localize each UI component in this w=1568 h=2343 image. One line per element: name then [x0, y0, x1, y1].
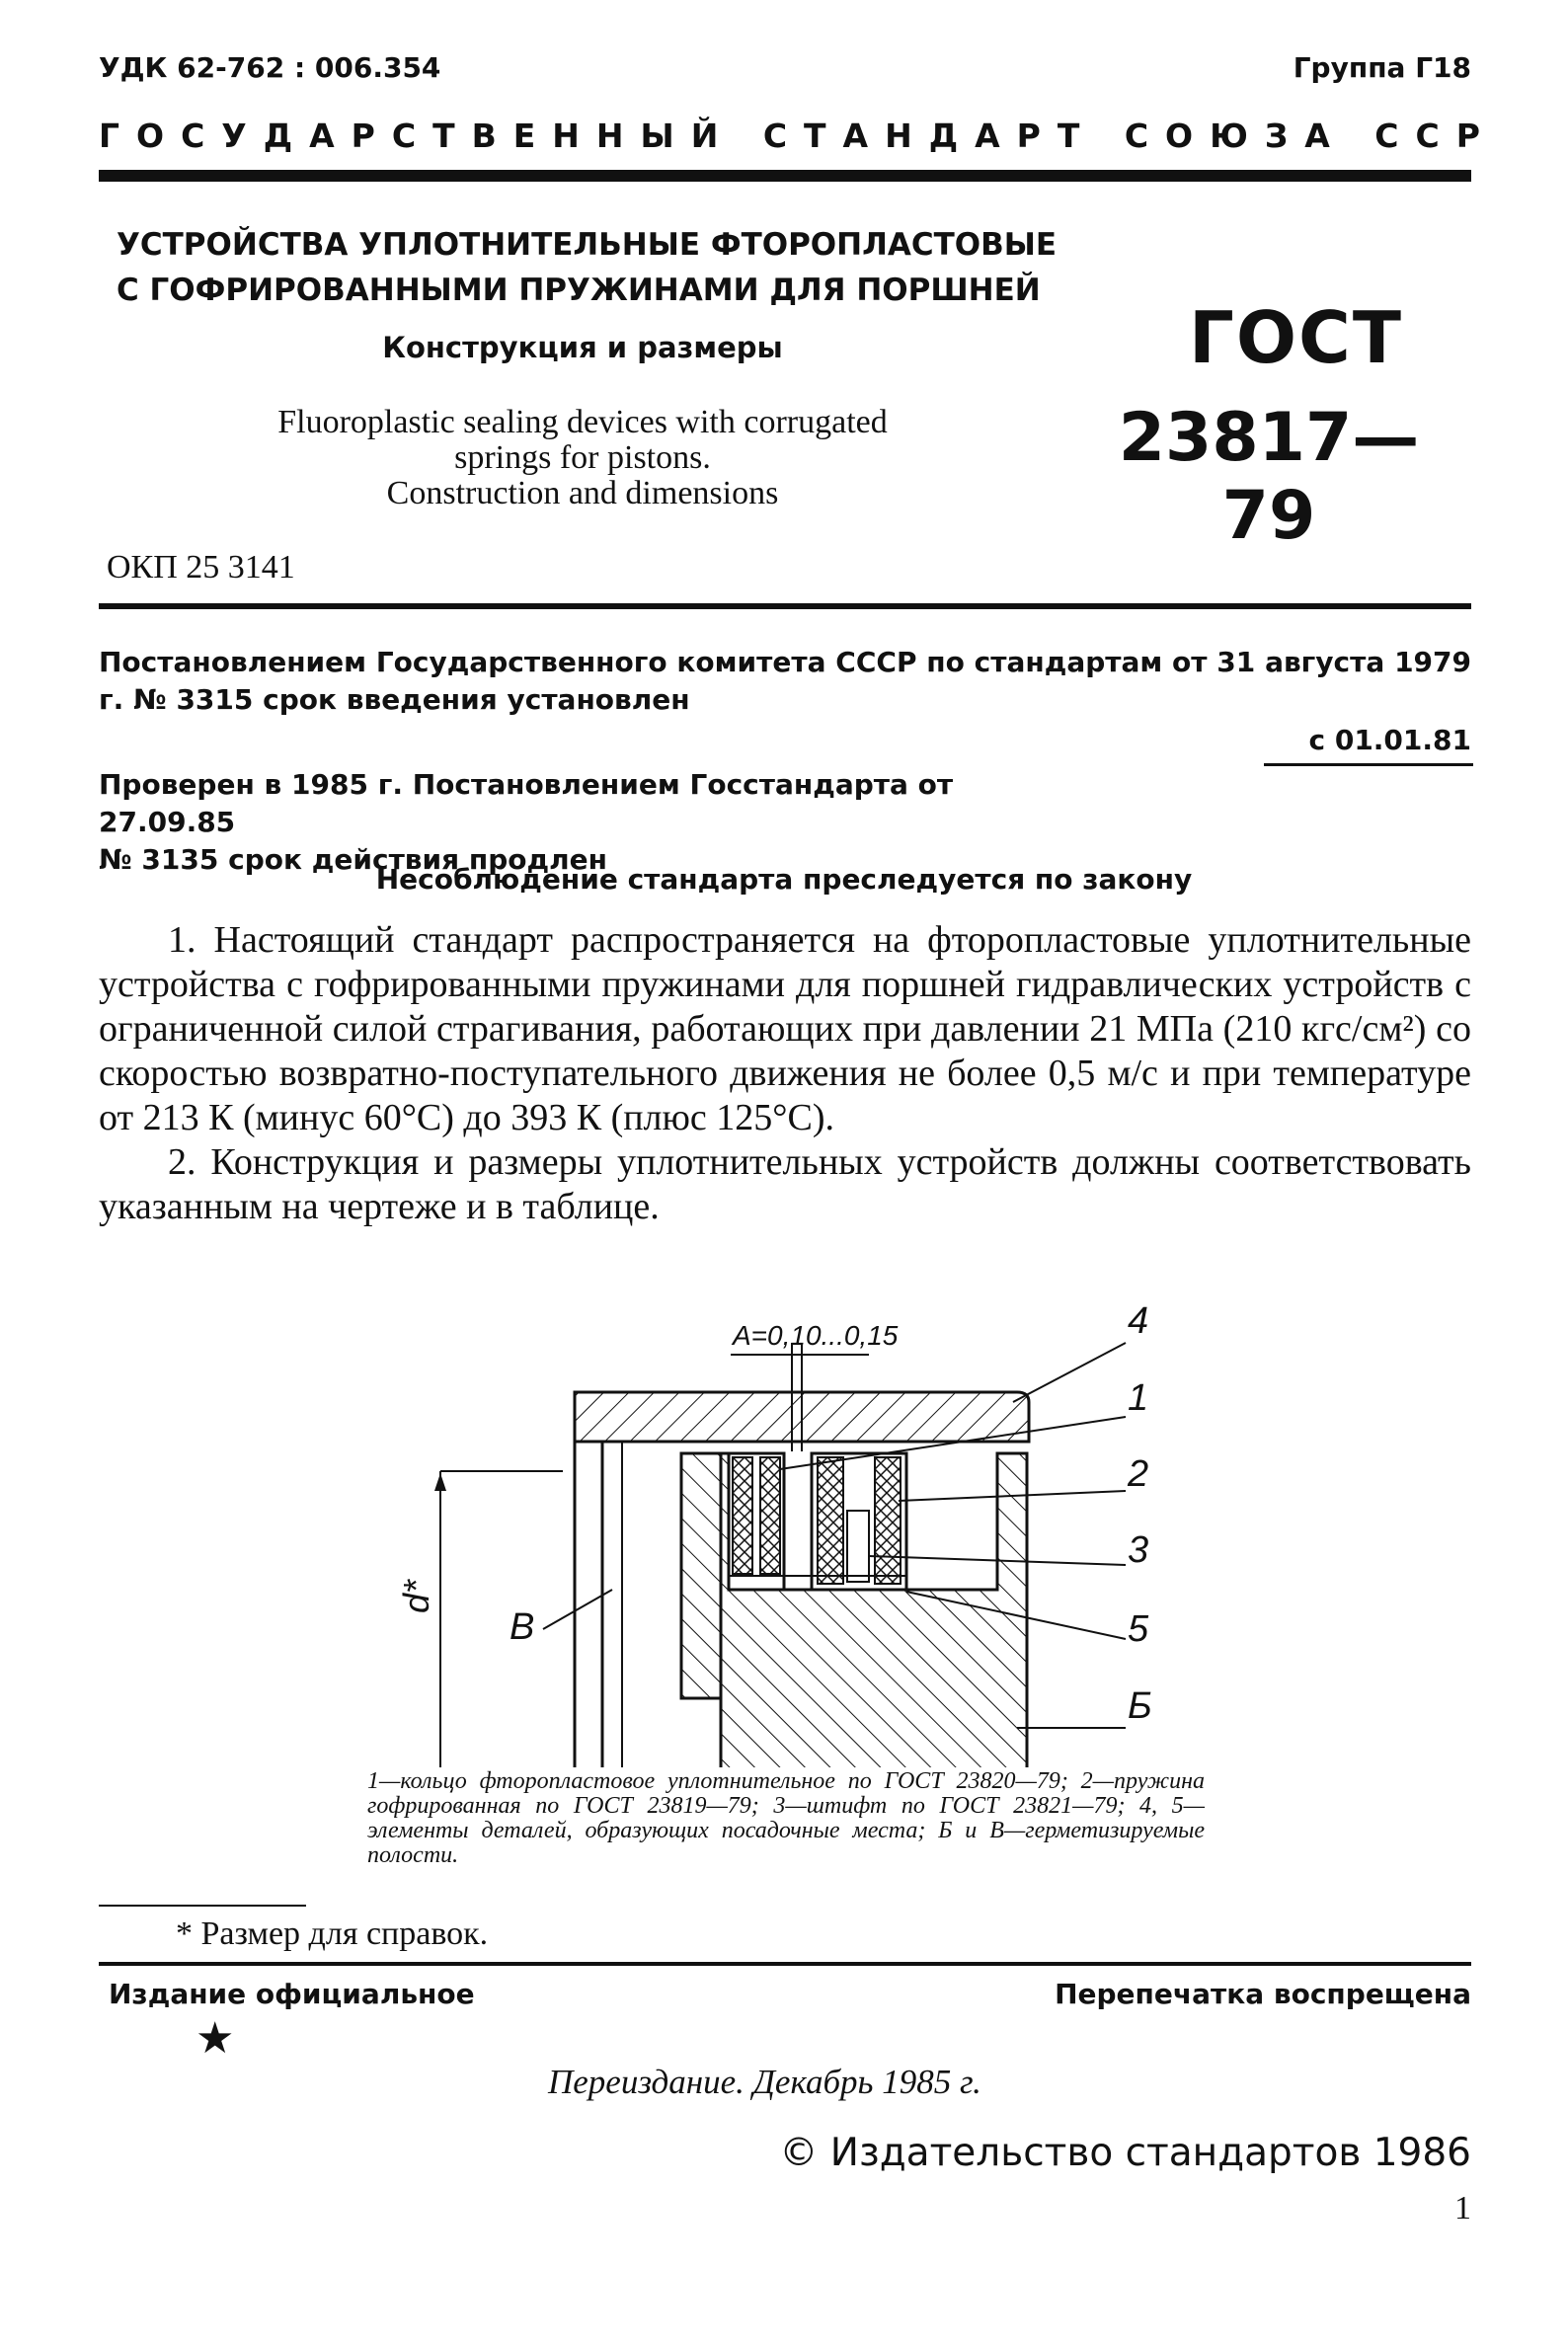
reprint-prohibited: Перепечатка воспрещена	[1055, 1978, 1471, 2010]
seal-assembly-drawing	[365, 1303, 1234, 1767]
label-5: 5	[1128, 1608, 1149, 1650]
standard-title-en	[0, 405, 1165, 511]
group-code: Группа Г18	[1293, 51, 1471, 84]
label-2: 2	[1128, 1453, 1149, 1495]
body-text	[99, 918, 1471, 1229]
gost-number: 23817—79	[1118, 399, 1420, 555]
decree-text: Постановлением Государственного комитета СССР по стандартам от 31 августа 1979 г. № 3315 срок введения установлен	[99, 646, 1471, 716]
dimension-d-label: d*	[396, 1579, 436, 1613]
paragraph-1: 1. Настоящий стандарт распространяется на фторопластовые уплотнительные устройства с гофрированными пружинами для поршней гидравлических устройств с ограниченной силой страгивания, работающих при давлении 21 МПа (210 кгс/см²) со скоростью возвратно-поступательного движения не более 0,5 м/с и при температуре от 213 К (минус 60°С) до 393 К (плюс 125°С).	[99, 919, 1471, 1138]
label-3: 3	[1128, 1529, 1149, 1571]
subtitle-ru: Конструкция и размеры	[382, 331, 783, 364]
figure-caption: 1—кольцо фторопластовое уплотнительное по ГОСТ 23820—79; 2—пружина гофрированная по ГОСТ 23819—79; 3—штифт по ГОСТ 23821—79; 4, 5—элементы деталей, образующих посадочные места; Б и В—герметизируемые полости.	[367, 1768, 1205, 1868]
checked-line-1: Проверен в 1985 г. Постановлением Госстандарта от 27.09.85	[99, 768, 954, 838]
en-title-line-2: springs for pistons.	[454, 439, 711, 476]
udk-code: УДК 62-762 : 006.354	[99, 51, 441, 84]
standard-title-ru	[117, 222, 1064, 313]
footnote: * Размер для справок.	[176, 1915, 489, 1952]
official-edition: Издание официальное	[109, 1978, 475, 2010]
star-icon: ★	[196, 2014, 235, 2063]
publisher-copyright: © Издательство стандартов 1986	[779, 2131, 1471, 2175]
seal-ring-left	[733, 1457, 752, 1574]
checked-line-2: № 3135 срок действия продлен	[99, 843, 607, 876]
okp-code: ОКП 25 3141	[107, 549, 295, 586]
label-b-cavity: Б	[1128, 1685, 1152, 1727]
label-v-cavity: В	[510, 1606, 535, 1648]
top-rule	[99, 170, 1471, 182]
series-title: ГОСУДАРСТВЕННЫЙ СТАНДАРТ СОЮЗА ССР	[99, 117, 1497, 155]
title-line-1: УСТРОЙСТВА УПЛОТНИТЕЛЬНЫЕ ФТОРОПЛАСТОВЫЕ	[117, 227, 1058, 263]
label-1: 1	[1128, 1377, 1149, 1419]
seal-ring-right	[760, 1457, 780, 1574]
checked-text	[99, 766, 1086, 879]
piston-left-land	[681, 1453, 721, 1698]
en-title-line-3: Construction and dimensions	[386, 475, 779, 511]
page-number: 1	[1454, 2190, 1471, 2226]
gost-label: ГОСТ	[1188, 296, 1404, 379]
effective-date: с 01.01.81	[1308, 724, 1471, 756]
paragraph-2: 2. Конструкция и размеры уплотнительных устройств должны соответствовать указанным на чертеже и в таблице.	[99, 1141, 1471, 1227]
middle-rule	[99, 603, 1471, 609]
law-warning: Несоблюдение стандарта преследуется по закону	[375, 863, 1193, 896]
label-4: 4	[1128, 1303, 1149, 1342]
en-title-line-1: Fluoroplastic sealing devices with corrugated	[277, 404, 888, 440]
title-line-2: С ГОФРИРОВАННЫМИ ПРУЖИНАМИ ДЛЯ ПОРШНЕЙ	[117, 273, 1041, 308]
dimension-a-label: A=0,10...0,15	[733, 1320, 899, 1351]
footnote-rule	[99, 1905, 306, 1907]
pin-part-3	[847, 1511, 869, 1582]
reissue-note: Переиздание. Декабрь 1985 г.	[548, 2063, 981, 2101]
footer-rule	[99, 1962, 1471, 1966]
spring-part-2-right	[875, 1457, 901, 1584]
spring-part-2-left	[818, 1457, 843, 1584]
effective-date-rule	[1264, 763, 1473, 766]
